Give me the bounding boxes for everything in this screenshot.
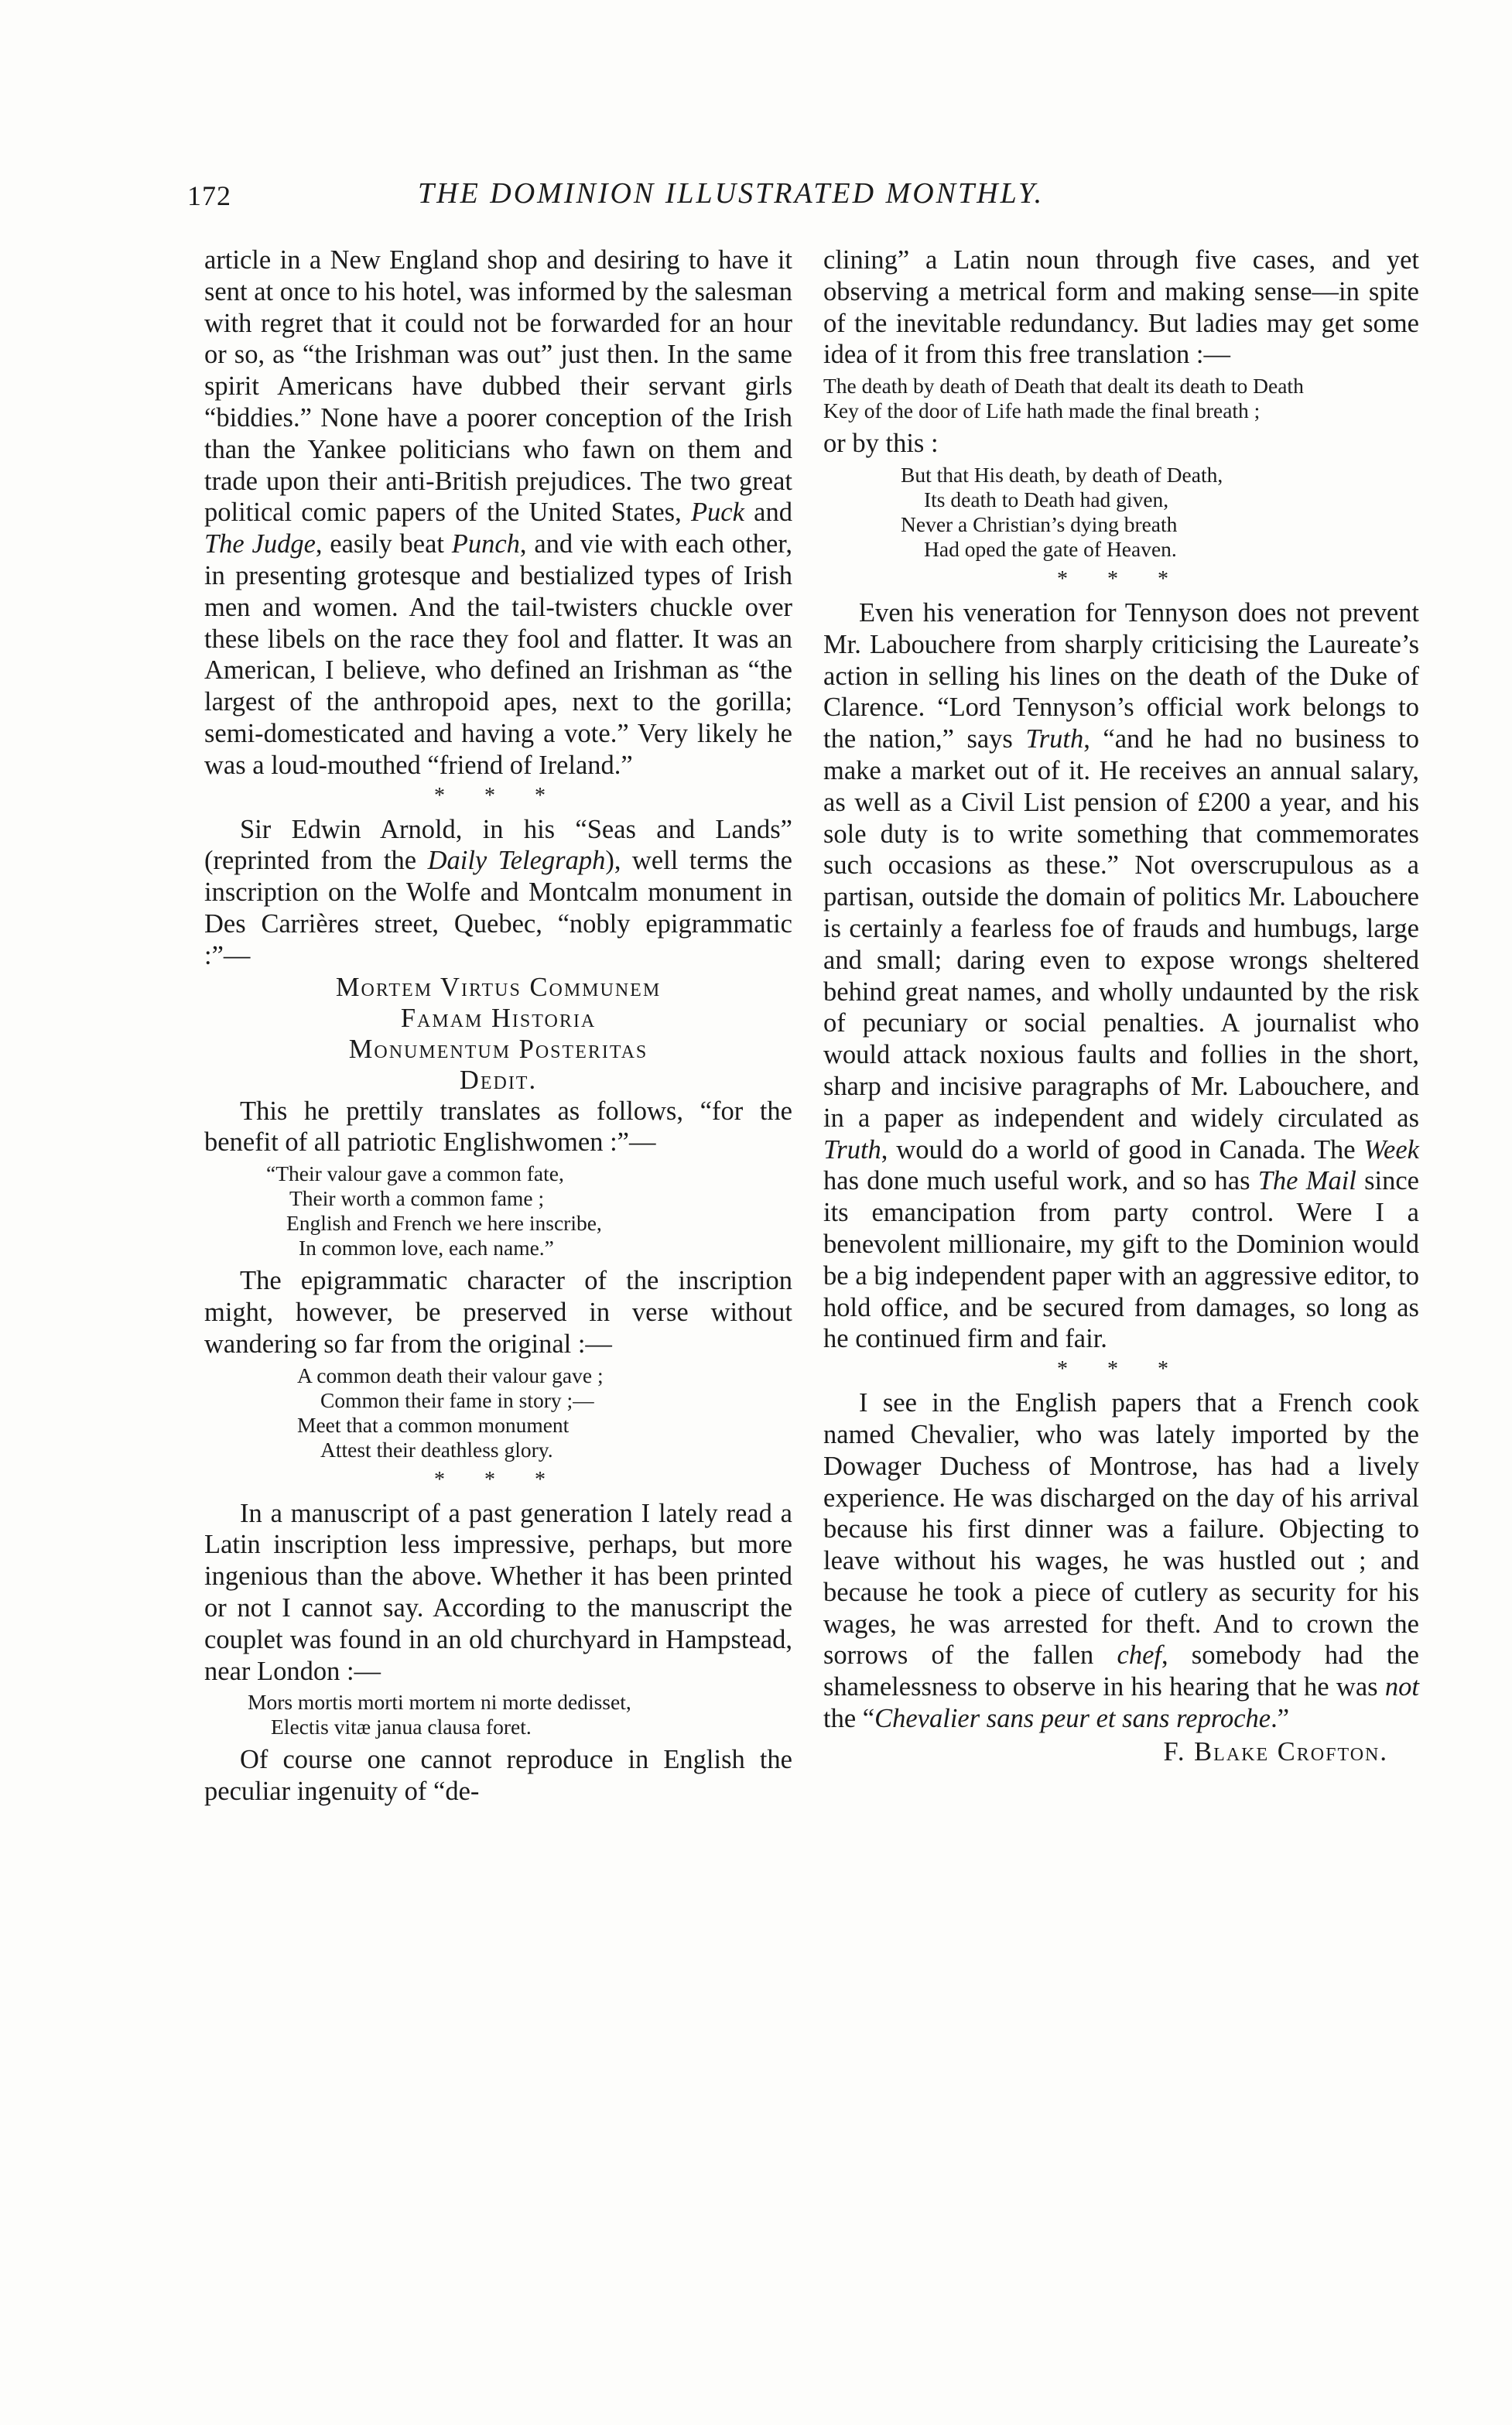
verse [204, 1161, 792, 1260]
author-signature: F. Blake Crofton. [1163, 1736, 1388, 1767]
section-divider: * * * [434, 783, 563, 808]
verse-line: Meet that a common monument [297, 1412, 570, 1437]
paragraph: Sir Edwin Arnold, in his “Seas and Lands” (reprinted from the Daily Telegraph), well terms the inscription on the Wolfe and Montcalm monument in Des Carrières street, Quebec, “nobly epigrammatic :”— [204, 814, 792, 970]
verse [823, 463, 1419, 562]
verse-line: Attest their deathless glory. [320, 1437, 553, 1462]
running-head: THE DOMINION ILLUSTRATED MONTHLY. [418, 177, 1045, 210]
verse [204, 1363, 792, 1462]
verse-line: English and French we here inscribe, [286, 1211, 602, 1236]
verse-line: In common love, each name.” [299, 1236, 554, 1260]
latin-line: Mortem Virtus Communem [335, 972, 662, 1002]
paragraph: This he prettily translates as follows, “for the benefit of all patriotic Englishwomen :”— [204, 1096, 792, 1158]
paragraph: In a manuscript of a past generation I lately read a Latin inscription less impressive, perhaps, but more ingenious than the above. Whether it has been printed or not I cannot say. According to the manuscript the couplet was found in an old churchyard in Hampstead, near London :— [204, 1498, 792, 1686]
paragraph: Even his veneration for Tennyson does not prevent Mr. Labouchere from sharply criticising the Laureate’s action in selling his lines on the death of the Duke of Clarence. “Lord Tennyson’s official work belongs to the nation,” says Truth, “and he had no business to make a market out of it. He receives an annual salary, as well as a Civil List pension of £200 a year, and his sole duty is to write something that commemorates such occasions as these.” Not overscrupulous as a partisan, outside the domain of politics Mr. Labouchere is certainly a fearless foe of frauds and humbugs, large and small; daring even to expose wrongs sheltered behind great names, and wholly undaunted by the risk of pecuniary or social penalties. A journalist who would attack noxious faults and follies in the short, sharp and incisive paragraphs of Mr. Labouchere, and in a paper as independent and widely circulated as Truth, would do a world of good in Canada. The Week has done much useful work, and so has The Mail since its emancipation from party control. Were I a benevolent millionaire, my gift to the Dominion would be a big independent paper with an aggressive editor, to hold office, and be secured from damages, so long as he continued firm and fair. [823, 597, 1420, 1354]
verse-line: Never a Christian’s dying breath [901, 511, 1178, 536]
section-divider: * * * [1057, 1357, 1185, 1382]
paragraph: I see in the English papers that a French cook named Chevalier, who was lately imported by the Dowager Duchess of Montrose, has had a lively experience. He was discharged on the day of his arrival because his first dinner was a failure. Objecting to leave without his wages, he was hustled out ; and because he took a piece of cutlery as security for his wages, he was arrested for theft. And to crown the sorrows of the fallen chef, somebody had the shamelessness to observe in his hearing that he was not the “Chevalier sans peur et sans reproche.” [823, 1388, 1419, 1734]
paragraph: article in a New England shop and desiring to have it sent at once to his hotel, was informed by the salesman with regret that it could not be forwarded for an hour or so, as “the Irishman was out” just then. In the same spirit Americans have dubbed their servant girls “biddies.” None have a poorer conception of the Irish than the Yankee politicians who fawn on them and trade upon their anti-British prejudices. The two great political comic papers of the United States, Puck and The Judge, easily beat Punch, and vie with each other, in presenting grotesque and bestialized types of Irish men and women. And the tail-twisters chuckle over these libels on the race they fool and flatter. It was an American, I believe, who defined an Irishman as “the largest of the anthropoid apes, next to the gorilla; semi-domesticated and having a vote.” Very likely he was a loud-mouthed “friend of Ireland.” [204, 245, 792, 780]
paragraph: clining” a Latin noun through five cases, and yet observing a metrical form and making sense—in spite of the inevitable redundancy. But ladies may get some idea of it from this free translation :— [823, 245, 1419, 370]
latin-inscription [204, 972, 792, 1096]
verse [204, 1690, 792, 1739]
verse [823, 374, 1419, 423]
paragraph: or by this : [823, 429, 939, 459]
latin-line: Famam Historia [400, 1003, 597, 1033]
verse-line: But that His death, by death of Death, [901, 462, 1223, 487]
verse-line: Its death to Death had given, [924, 487, 1169, 511]
section-divider: * * * [1057, 566, 1185, 591]
verse-line: Common their fame in story ;— [320, 1387, 594, 1412]
paragraph: Of course one cannot reproduce in English the peculiar ingenuity of “de- [204, 1745, 792, 1807]
left-column [204, 245, 792, 1808]
verse-line: The death by death of Death that dealt its death to Death [823, 374, 1304, 398]
right-column [823, 245, 1419, 1768]
paragraph: The epigrammatic character of the inscription might, however, be preserved in verse without wandering so far from the original :— [204, 1266, 792, 1359]
verse-line: Had oped the gate of Heaven. [924, 536, 1177, 561]
latin-line: Dedit. [459, 1065, 538, 1095]
page-number: 172 [187, 180, 231, 211]
verse-line: Mors mortis morti mortem ni morte dedisset, [248, 1690, 631, 1715]
verse-line: Key of the door of Life hath made the final breath ; [823, 398, 1261, 423]
latin-line: Monumentum Posteritas [348, 1034, 648, 1064]
verse-line: Electis vitæ janua clausa foret. [271, 1715, 532, 1739]
verse-line: “Their valour gave a common fate, [266, 1161, 564, 1186]
section-divider: * * * [434, 1467, 563, 1492]
verse-line: A common death their valour gave ; [297, 1363, 604, 1387]
verse-line: Their worth a common fame ; [289, 1186, 545, 1211]
